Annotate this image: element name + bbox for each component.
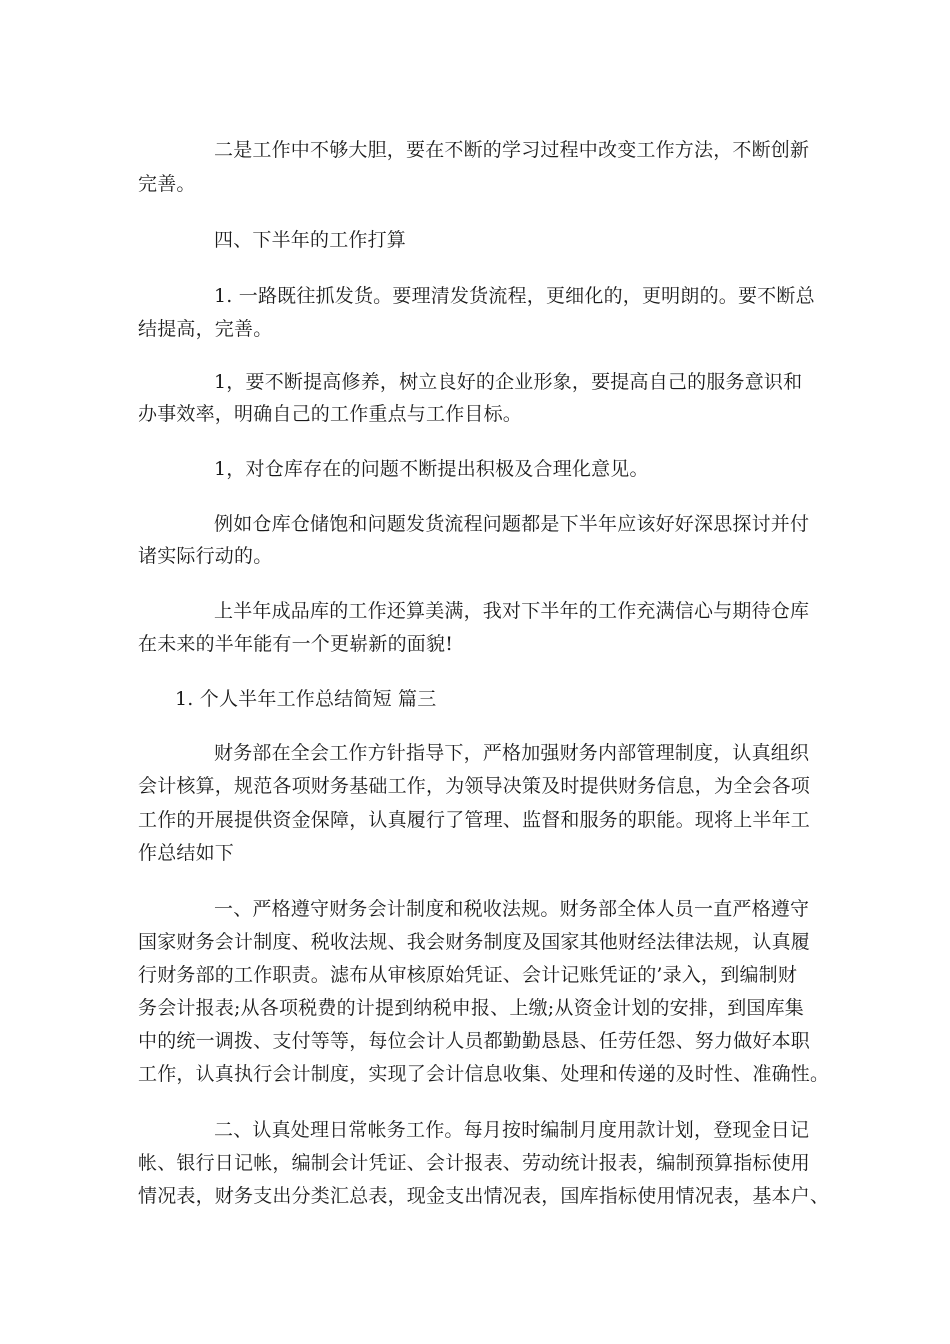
paragraph-line: 作总结如下: [138, 842, 235, 864]
paragraph-line: 务会计报表;从各项税费的计提到纳税申报、上缴;从资金计划的安排，到国库集: [138, 997, 805, 1019]
paragraph-line: 财务部在全会工作方针指导下，严格加强财务内部管理制度，认真组织: [214, 742, 810, 764]
section-heading: 四、下半年的工作打算: [214, 229, 407, 251]
paragraph-line: 中的统一调拨、支付等等，每位会计人员都勤勤恳恳、任劳任怨、努力做好本职: [138, 1030, 811, 1052]
paragraph-line: 国家财务会计制度、税收法规、我会财务制度及国家其他财经法律法规，认真履: [138, 931, 811, 953]
paragraph-line: 1. 一路既往抓发货。要理清发货流程，更细化的，更明朗的。要不断总: [214, 285, 815, 307]
paragraph-line: 1，对仓库存在的问题不断提出积极及合理化意见。: [214, 458, 649, 480]
paragraph-line: 办事效率，明确自己的工作重点与工作目标。: [138, 403, 523, 425]
paragraph-line: 帐、银行日记帐，编制会计凭证、会计报表、劳动统计报表，编制预算指标使用: [138, 1152, 811, 1174]
paragraph-line: 在未来的半年能有一个更崭新的面貌!: [138, 633, 454, 655]
paragraph-line: 情况表，财务支出分类汇总表，现金支出情况表，国库指标使用情况表，基本户、: [138, 1185, 830, 1207]
paragraph-line: 工作，认真执行会计制度，实现了会计信息收集、处理和传递的及时性、准确性。: [138, 1063, 830, 1085]
paragraph-line: 1，要不断提高修养，树立良好的企业形象，要提高自己的服务意识和: [214, 371, 803, 393]
paragraph-line: 完善。: [138, 173, 196, 195]
paragraph-line: 例如仓库仓储饱和问题发货流程问题都是下半年应该好好深思探讨并付: [214, 513, 810, 535]
paragraph-line: 一、严格遵守财务会计制度和税收法规。财务部全体人员一直严格遵守: [214, 898, 810, 920]
paragraph-line: 行财务部的工作职责。滤布从审核原始凭证、会计记账凭证的’录入，到编制财: [138, 964, 798, 986]
paragraph-line: 工作的开展提供资金保障，认真履行了管理、监督和服务的职能。现将上半年工: [138, 809, 811, 831]
paragraph-line: 结提高，完善。: [138, 318, 273, 340]
article-heading: 1. 个人半年工作总结简短 篇三: [175, 688, 437, 710]
paragraph-line: 上半年成品库的工作还算美满，我对下半年的工作充满信心与期待仓库: [214, 600, 810, 622]
paragraph-line: 会计核算，规范各项财务基础工作，为领导决策及时提供财务信息，为全会各项: [138, 775, 811, 797]
paragraph-line: 二是工作中不够大胆，要在不断的学习过程中改变工作方法，不断创新: [214, 139, 810, 161]
paragraph-line: 诸实际行动的。: [138, 545, 273, 567]
paragraph-line: 二、认真处理日常帐务工作。每月按时编制月度用款计划，登现金日记: [214, 1119, 810, 1141]
